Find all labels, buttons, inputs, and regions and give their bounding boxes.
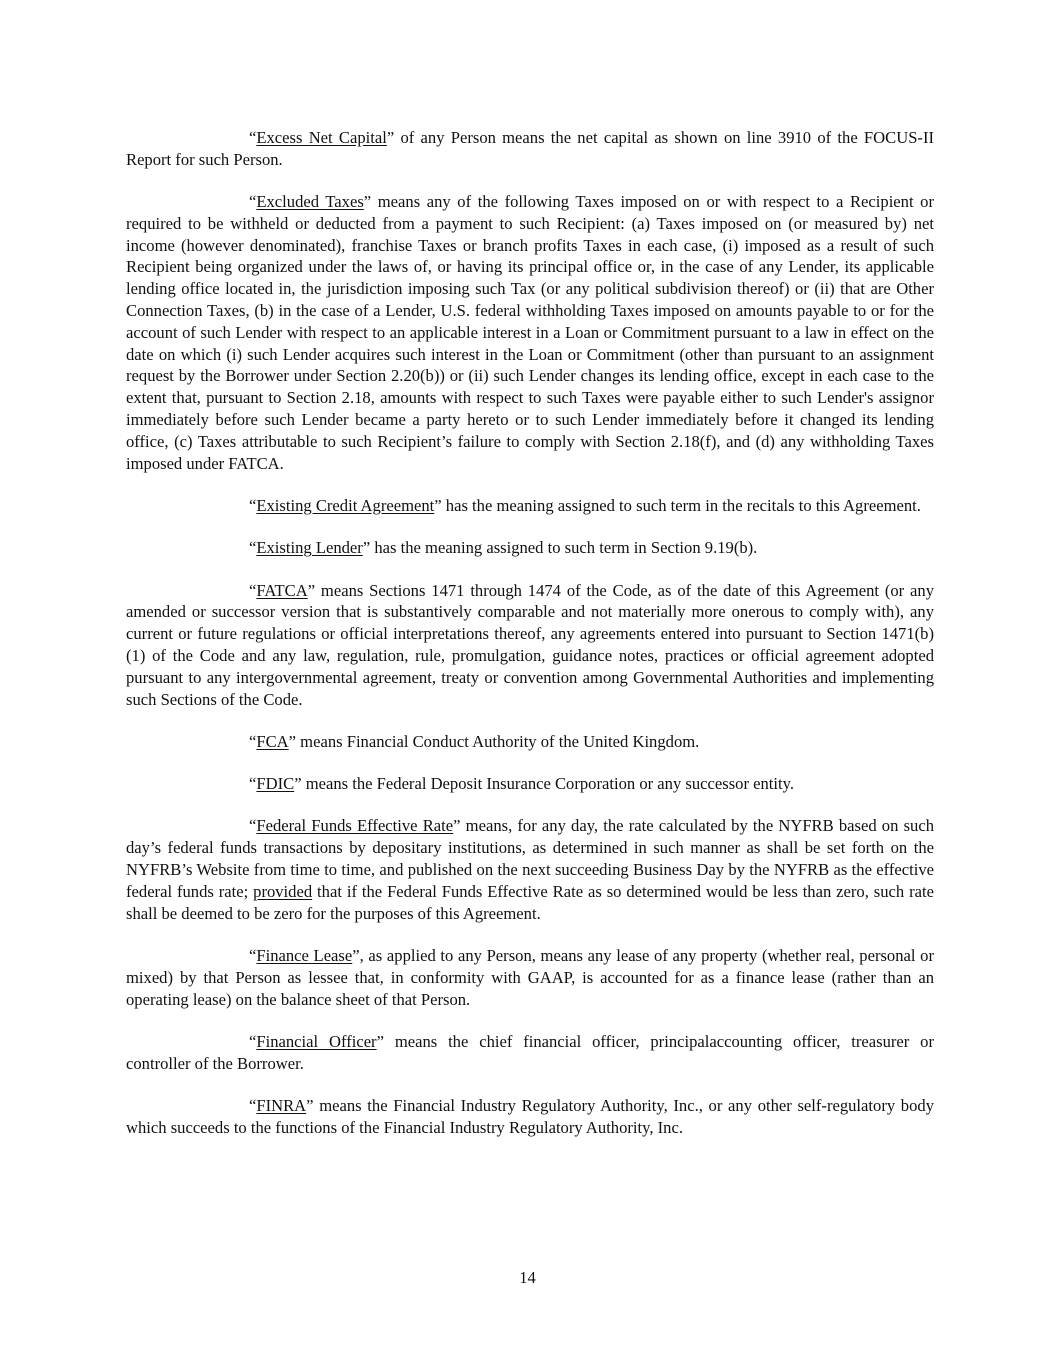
open-quote: “ [249, 128, 257, 147]
close-quote: ” [307, 580, 316, 600]
close-quote: ” [386, 128, 395, 147]
defined-term: FATCA [256, 580, 308, 600]
definition-existing-credit-agreement [126, 495, 934, 517]
definition-fatca [126, 580, 934, 711]
defined-term: Financial Officer [256, 1031, 377, 1051]
open-quote: “ [249, 774, 257, 794]
definition-text: means, for any day, the rate calculated by the NYFRB based on such day’s federal funds transactions by depositary institutions, as determined in such manner as shall be set forth on the NYFRB’s Website from time to time, and published on the next succeeding Business Day by the NYFRB as the effective federal funds rate; [126, 816, 934, 901]
definition-text: means the Federal Deposit Insurance Corporation or any successor entity. [301, 774, 795, 794]
close-quote: ” [453, 816, 461, 836]
close-quote: ” [306, 1095, 314, 1115]
defined-term: Excluded Taxes [256, 192, 364, 212]
definition-text: means Financial Conduct Authority of the United Kingdom. [296, 731, 700, 751]
defined-term: FCA [256, 731, 289, 751]
provided-emphasis: provided [253, 881, 313, 901]
open-quote: “ [249, 1031, 257, 1051]
defined-term: Existing Lender [256, 538, 363, 558]
open-quote: “ [249, 816, 257, 836]
close-quote: ” [352, 945, 360, 965]
definition-financial-officer [126, 1031, 934, 1075]
close-quote: ” [376, 1031, 384, 1051]
defined-term: Existing Credit Agreement [256, 495, 435, 515]
defined-term: FINRA [256, 1095, 307, 1115]
definition-excess-net-capital [126, 127, 934, 171]
definition-fca [126, 731, 934, 753]
definition-text: has the meaning assigned to such term in Section 9.19(b). [370, 538, 758, 558]
open-quote: “ [249, 538, 257, 558]
close-quote: ” [288, 731, 297, 751]
open-quote: “ [249, 945, 257, 965]
definition-text: has the meaning assigned to such term in the recitals to this Agreement. [441, 495, 921, 515]
definition-text-continued: that if the Federal Funds Effective Rate as so determined would be less than zero, such rate shall be deemed to be zero for the purposes of this Agreement. [126, 881, 934, 923]
definition-text: means Sections 1471 through 1474 of the Code, as of the date of this Agreement (or any amended or successor version that is substantively comparable and not materially more onerous to comply with), any current or future regulations or official interpretations thereof, any agreements entered into pursuant to Section 1471(b)(1) of the Code and any law, regulation, rule, promulgation, guidance notes, practices or official agreement adopted pursuant to any intergovernmental agreement, treaty or convention among Governmental Authorities and implementing such Sections of the Code. [126, 580, 934, 709]
definition-text: of any Person means the net capital as shown on line 3910 of the FOCUS-II Report for such Person. [126, 128, 935, 169]
defined-term: FDIC [256, 774, 295, 794]
open-quote: “ [249, 731, 257, 751]
definition-existing-lender [126, 537, 934, 559]
close-quote: ” [363, 192, 372, 212]
definition-text: means the Financial Industry Regulatory Authority, Inc., or any other self-regulatory body which succeeds to the functions of the Financial Industry Regulatory Authority, Inc. [126, 1095, 934, 1137]
definition-federal-funds-effective-rate [126, 815, 934, 924]
page-number: 14 [519, 1268, 536, 1287]
definition-text: means any of the following Taxes imposed on or with respect to a Recipient or required to be withheld or deducted from a payment to such Recipient: (a) Taxes imposed on (or measured by) net income (however denominated), franchise Taxes or branch profits Taxes in each case, (i) imposed as a result of such Recipient being organized under the laws of, or having its principal office or, in the case of any Lender, its applicable lending office located in, the jurisdiction imposing such Tax (or any political subdivision thereof) or (ii) that are Other Connection Taxes, (b) in the case of a Lender, U.S. federal withholding Taxes imposed on amounts payable to or for the account of such Lender with respect to an applicable interest in a Loan or Commitment pursuant to a law in effect on the date on which (i) such Lender acquires such interest in the Loan or Commitment (other than pursuant to an assignment request by the Borrower under Section 2.20(b)) or (ii) such Lender changes its lending office, except in each case to the extent that, pursuant to Section 2.18, amounts with respect to such Taxes were payable either to such Lender's assignor immediately before such Lender became a party hereto or to such Lender immediately before it changed its lending office, (c) Taxes attributable to such Recipient’s failure to comply with Section 2.18(f), and (d) any withholding Taxes imposed under FATCA. [126, 192, 934, 473]
definition-text: means the chief financial officer, principalaccounting officer, treasurer or controller of the Borrower. [126, 1031, 934, 1073]
document-page [126, 127, 934, 1159]
open-quote: “ [249, 495, 257, 515]
close-quote: ” [294, 774, 302, 794]
definition-finance-lease [126, 945, 934, 1010]
definition-text: , as applied to any Person, means any lease of any property (whether real, personal or mixed) by that Person as lessee that, in conformity with GAAP, is accounted for as a finance lease (rather than an operating lease) on the balance sheet of that Person. [126, 945, 934, 1009]
definition-fdic [126, 773, 934, 795]
close-quote: ” [434, 495, 442, 515]
definition-finra [126, 1095, 934, 1139]
open-quote: “ [249, 192, 257, 212]
defined-term: Finance Lease [256, 945, 353, 965]
defined-term: Excess Net Capital [256, 128, 387, 147]
open-quote: “ [249, 580, 257, 600]
defined-term: Federal Funds Effective Rate [256, 816, 454, 836]
definition-excluded-taxes [126, 191, 934, 474]
close-quote: ” [362, 538, 371, 558]
open-quote: “ [249, 1095, 257, 1115]
